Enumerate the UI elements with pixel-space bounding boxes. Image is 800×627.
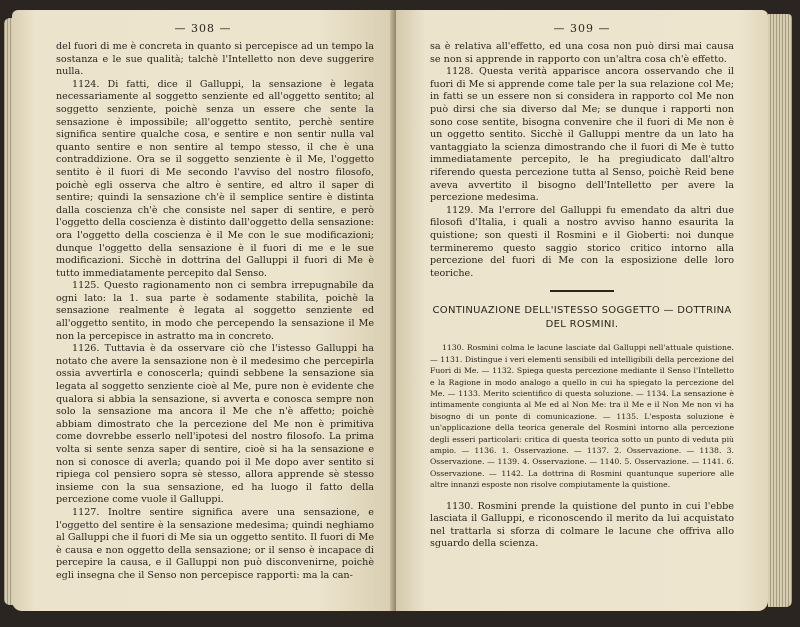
paragraph: 1130. Rosmini prende la quistione del punto in cui l'ebbe lasciata il Galluppi, e riconoscendo il merito da lui acquistato nel trattarla si sforza di colmare le lacune che offriva allo sguardo della scienza.: [430, 500, 734, 550]
left-page-text: [12, 41, 394, 583]
paragraph: sa è relativa all'effetto, ed una cosa non può dirsi mai causa se non si apprende in rapporto con un'altra cosa ch'è effetto.: [430, 41, 734, 65]
right-page-edges: [768, 14, 792, 607]
section-divider: [550, 290, 614, 292]
open-book: [4, 4, 796, 623]
paragraph: 1124. Di fatti, dice il Galluppi, la sensazione è legata necessariamente al soggetto senziente ed all'oggetto sentito; al soggetto senziente, poichè senza un essere che sente la sensazione è impossibile; all'oggetto sentito, perchè sentire significa sentire qualche cosa, e sentire e non sentir nulla val quanto sentire e non sentire al tempo stesso, il che è una contraddizione. Ora se il soggetto senziente è il Me, l'oggetto sentito è il fuori di Me secondo l'avviso del nostro filosofo, poichè egli osserva che altro è sentire, ed altro il saper di sentire; quindi la sensazione ch'è il semplice sentire è distinta dalla coscienza ch'è che consiste nel saper di sentire, e però l'oggetto della coscienza è distinto dall'oggetto della sensazione: ora l'oggetto della coscienza è il Me con le sue modificazioni; dunque l'oggetto della sensazione è il fuori di me e le sue modificazioni. Sicchè in dottrina del Galluppi il fuori di Me è tutto immediatamente percepito dal Senso.: [56, 78, 374, 279]
paragraph: 1128. Questa verità apparisce ancora osservando che il fuori di Me si apprende come tale per la sua relazione col Me; in fatti se un essere non si considera in rapporto col Me non può dirsi che sia diverso dal Me; se dunque i rapporti non sono cose sentite, bisogna convenire che il fuori di Me non è un oggetto sentito. Sicchè il Galluppi mentre da un lato ha vantaggiato la scienza dimostrando che il fuori di Me è tutto immediatamente percepito, le ha pregiudicato dall'altro riferendo questa percezione tutta al Senso, poichè Reid bene aveva avvertito il bisogno dell'Intelletto per avere la percezione medesima.: [430, 66, 734, 204]
right-page-text-continued: [396, 501, 768, 551]
right-page-text: [396, 41, 768, 280]
page-number: — 308 —: [174, 22, 232, 35]
paragraph: del fuori di me è concreta in quanto si percepisce ad un tempo la sostanza e le sue qualità; talchè l'Intelletto non deve suggerire nulla.: [56, 41, 374, 78]
summary-text: 1130. Rosmini colma le lacune lasciate dal Galluppi nell'attuale quistione. — 1131. Distingue i veri elementi sensibili ed intelligibili della percezione del Fuori di Me. — 1132. Spiega questa percezione mediante il Senso l'Intelletto e la Ragione in modo analogo a quello in cui ha spiegato la percezione del Me. — 1133. Merito scientifico di questa soluzione. — 1134. La sensazione è intimamente congiunta al Me ed al Non Me: tra il Me e il Non Me non vi ha bisogno di un ponte di comunicazione. — 1135. L'esposta soluzione è un'applicazione della teorica generale del Rosmini intorno alla percezione degli esseri particolari: critica di questa teorica sotto un punto di veduta più ampio. — 1136. 1. Osservazione. — 1137. 2. Osservazione. — 1138. 3. Osservazione. — 1139. 4. Osservazione. — 1140. 5. Osservazione. — 1141. 6. Osservazione. — 1142. La dottrina di Rosmini quantunque superiore alle altre innanzi esposte non risolve compiutamente la quistione.: [430, 343, 734, 490]
page-number: — 309 —: [553, 22, 611, 35]
paragraph: 1126. Tuttavia è da osservare ciò che l'istesso Galluppi ha notato che avere la sensazione non è il medesimo che percepirla ossia avvertirla e conoscerla; quindi sebbene la sensazione sia legata al soggetto senziente cioè al Me, pure non è evidente che qualora si abbia la sensazione, si avverta e conosca sempre non solo la sensazione ma ancora il Me che n'è affetto; poichè abbiam dimostrato che la percezione del Me non è primitiva come dovrebbe esserlo nell'ipotesi del nostro filosofo. La prima volta si sente senza saper di sentire, cioè si ha la sensazione e non si conosce di averla; quando poi il Me dopo aver sentito si ripiega col pensiero sopra sè stesso, allora apprende sè stesso insieme con la sua sensazione, ed ha luogo il fatto della percezione come vuole il Galluppi.: [56, 343, 374, 506]
paragraph: 1129. Ma l'errore del Galluppi fu emendato da altri due filosofi d'Italia, i quali a nostro avviso hanno esaurita la quistione; son questi il Rosmini e il Gioberti: noi dunque termineremo questo saggio storico critico intorno alla percezione del fuori di Me con la esposizione delle loro teoriche.: [430, 204, 734, 279]
section-summary: [396, 342, 768, 490]
paragraph: 1125. Questo ragionamento non ci sembra irrepugnabile da ogni lato: la 1. sua parte è sodamente stabilita, poichè la sensazione realmente è legata al soggetto senziente ed all'oggetto sentito, in modo che percependo la sensazione il Me non la percepisce in astratto ma in concreto.: [56, 280, 374, 342]
paragraph: 1127. Inoltre sentire significa avere una sensazione, e l'oggetto del sentire è la sensazione medesima; quindi neghiamo al Galluppi che il fuori di Me sia un oggetto sentito. Il fuori di Me è causa e non oggetto della sensazione; or il senso è incapace di percepire la causa, e il Galluppi non può disconvenirne, poichè egli insegna che il Senso non percepisce rapporti: ma la can-: [56, 506, 375, 581]
right-page: [396, 10, 768, 611]
section-heading: CONTINUAZIONE DELL'ISTESSO SOGGETTO — DOTTRINA DEL ROSMINI.: [432, 305, 732, 331]
left-page: [12, 10, 394, 611]
